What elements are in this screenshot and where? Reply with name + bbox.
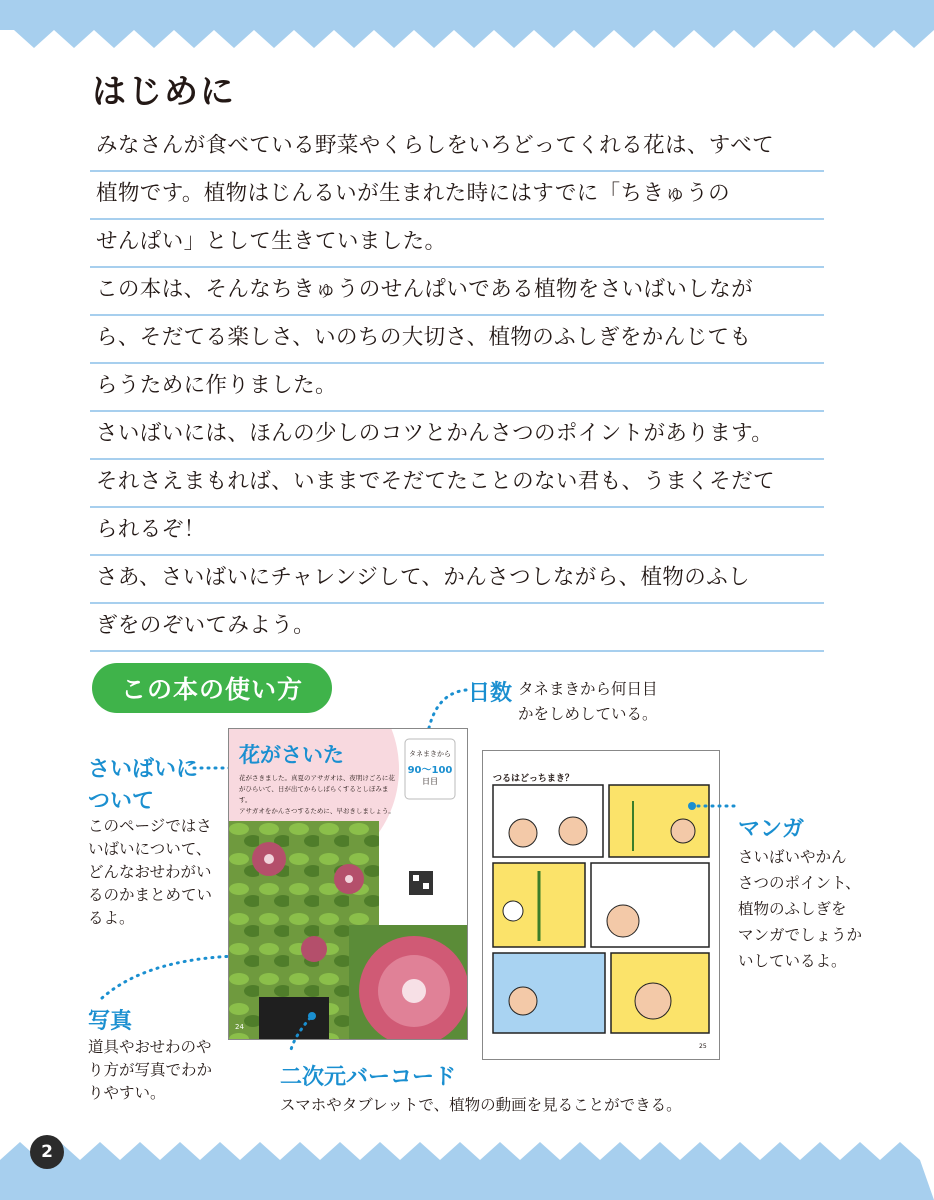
howto-badge: この本の使い方 (92, 663, 332, 713)
nissu-title: 日数 (468, 681, 513, 706)
manga-page-number: 25 (699, 1043, 707, 1050)
barcode-text: スマホやタブレットで、植物の動画を見ることができる。 (280, 1096, 682, 1114)
page-title: はじめに (92, 72, 236, 112)
intro-line: ぎをのぞいてみよう。 (90, 604, 824, 652)
manga-panels (483, 751, 719, 1059)
sample-page-number: 24 (235, 1023, 244, 1031)
sample-day-label: タネまきから (409, 750, 451, 758)
saibai-title: さいばいに (88, 757, 199, 782)
nissu-text: タネまきから何日目 (518, 680, 658, 698)
intro-line: それさえまもれば、いままでそだてたことのない君も、うまくそだて (90, 460, 824, 508)
sample-body: 花がさきました。真夏のアサガオは、夜明けごろに花 がひらいて、日が出てからしばらくするとしぼみます。 アサガオをかんさつするために、早おきしましょう。 (239, 774, 395, 815)
intro-line: ら、そだてる楽しさ、いのちの大切さ、植物のふしぎをかんじても (90, 316, 824, 364)
manga-page-title: つるはどっちまき？ (493, 774, 574, 784)
shashin-text: 道具やおせわのや り方が写真でわか りやすい。 (88, 1038, 213, 1102)
manga-text: さいばいやかん さつのポイント、 植物のふしぎを マンガでしょうか いしているよ。 (738, 848, 863, 970)
barcode-title: 二次元バーコード (280, 1065, 457, 1090)
intro-line: この本は、そんなちきゅうのせんぱいである植物をさいばいしなが (90, 268, 824, 316)
intro-line: られるぞ！ (90, 508, 824, 556)
manga-title: マンガ (738, 817, 805, 842)
intro-line: さいばいには、ほんの少しのコツとかんさつのポイントがあります。 (90, 412, 824, 460)
nissu-text-2: かをしめしている。 (518, 705, 658, 723)
page-number: 2 (30, 1135, 64, 1169)
intro-line: みなさんが食べている野菜やくらしをいろどってくれる花は、すべて (90, 124, 824, 172)
sample-day-range: 90〜100 (407, 765, 453, 776)
saibai-title-2: ついて (88, 789, 155, 814)
shashin-title: 写真 (88, 1009, 133, 1034)
intro-text (90, 124, 824, 652)
saibai-text: このページではさ いばいについて、 どんなおせわがい るのかまとめてい るよ。 (88, 817, 213, 927)
top-zigzag-border (0, 0, 934, 60)
barcode-leader-dots (280, 1010, 320, 1060)
sample-page-title: 花がさいた (239, 743, 344, 767)
intro-line: せんぱい」として生きていました。 (90, 220, 824, 268)
intro-line: さあ、さいばいにチャレンジして、かんさつしながら、植物のふし (90, 556, 824, 604)
sample-page-manga (482, 750, 720, 1060)
intro-line: らうために作りました。 (90, 364, 824, 412)
bottom-zigzag-border (0, 1130, 934, 1200)
sample-day-unit: 日目 (422, 777, 438, 786)
manga-leader-dots (686, 796, 742, 816)
sample-page-flower (228, 728, 468, 1040)
intro-line: 植物です。植物はじんるいが生まれた時にはすでに「ちきゅうの (90, 172, 824, 220)
shashin-leader-dots (96, 948, 246, 1008)
